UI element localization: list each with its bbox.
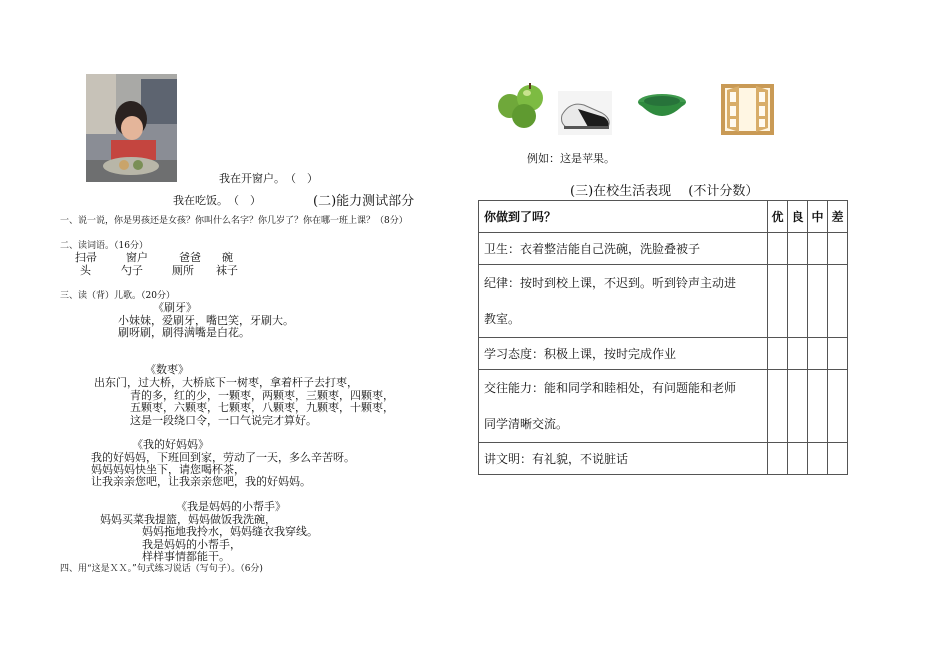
grade-cell[interactable] — [788, 370, 808, 443]
grade-cell[interactable] — [808, 370, 828, 443]
criterion-cell — [479, 233, 768, 265]
grade-cell[interactable] — [808, 443, 828, 475]
table-header-cell: 中 — [808, 201, 828, 233]
poem-line: 妈妈妈妈快坐下，请您喝杯茶， — [91, 463, 245, 476]
word: 勺子 — [121, 264, 143, 277]
poem-line: 我的好妈妈，下班回到家，劳动了一天，多么辛苦呀。 — [91, 451, 355, 464]
criterion-text: 讲文明：有礼貌，不说脏话 — [484, 452, 629, 466]
question-2: 二、读词语。（16分） — [60, 241, 148, 251]
poem-line: 五颗枣，六颗枣，七颗枣，八颗枣，九颗枣，十颗枣， — [130, 401, 394, 414]
grade-cell[interactable] — [788, 233, 808, 265]
grade-cell[interactable] — [808, 265, 828, 338]
grade-cell[interactable] — [768, 338, 788, 370]
grade-cell[interactable] — [828, 265, 848, 338]
grade-cell[interactable] — [768, 443, 788, 475]
child-eating-photo — [86, 74, 177, 182]
poem-line: 妈妈买菜我提篮，妈妈做饭我洗碗， — [100, 513, 276, 526]
word: 头 — [80, 264, 91, 277]
table-row — [479, 443, 848, 475]
poem-line: 样样事情都能干。 — [142, 550, 230, 563]
grade-cell[interactable] — [768, 370, 788, 443]
q-eat: 我在吃饭。 （ ） — [173, 194, 261, 207]
grade-cell[interactable] — [788, 443, 808, 475]
criterion-text: 交往能力：能和同学和睦相处，有问题能和老师 — [484, 381, 737, 395]
word: 窗户 — [126, 251, 148, 264]
apples-image — [494, 74, 549, 134]
grade-cell[interactable] — [788, 338, 808, 370]
question-3: 三、读（背）儿歌。（20分） — [60, 291, 175, 301]
grade-cell[interactable] — [768, 265, 788, 338]
word: 袜子 — [216, 264, 238, 277]
table-row — [479, 265, 848, 338]
table-header-cell: 差 — [828, 201, 848, 233]
poem-line: 小妹妹，爱刷牙，嘴巴笑，牙刷大。 — [118, 314, 294, 327]
poem-line: 青的多，红的少，一颗枣，两颗枣，三颗枣，四颗枣， — [130, 389, 394, 402]
table-header-cell: 优 — [768, 201, 788, 233]
grade-cell[interactable] — [828, 338, 848, 370]
criterion-text: 卫生：衣着整洁能自己洗碗，洗脸叠被子 — [484, 242, 701, 256]
bowl-image — [624, 78, 700, 136]
shoe-image — [558, 91, 612, 135]
table-row — [479, 233, 848, 265]
grade-cell[interactable] — [828, 233, 848, 265]
grade-cell[interactable] — [808, 338, 828, 370]
poem-title: 《我的好妈妈》 — [132, 438, 209, 451]
criterion-cell — [479, 443, 768, 475]
section3-title: (三)在校生活表现 (不计分数） — [570, 184, 759, 199]
table-header-cell: 良 — [788, 201, 808, 233]
word: 爸爸 — [179, 251, 201, 264]
poem-title: 《数枣》 — [145, 363, 189, 376]
table-header-row — [479, 201, 848, 233]
poem-line: 出东门，过大桥，大桥底下一树枣，拿着杆子去打枣， — [94, 376, 358, 389]
grade-cell[interactable] — [768, 233, 788, 265]
poem-title: 《我是妈妈的小帮手》 — [176, 500, 286, 513]
criterion-cell — [479, 370, 768, 443]
poem-line: 这是一段绕口令，一口气说完才算好。 — [130, 414, 317, 427]
criterion-cell — [479, 338, 768, 370]
grade-cell[interactable] — [808, 233, 828, 265]
example-sentence: 例如：这是苹果。 — [527, 152, 615, 165]
poem-title: 《刷牙》 — [153, 301, 197, 314]
poem-line: 让我亲亲您吧，让我亲亲您吧，我的好妈妈。 — [91, 475, 311, 488]
table-row — [479, 338, 848, 370]
poem-line: 妈妈拖地我拎水，妈妈缝衣我穿线。 — [142, 525, 318, 538]
table-row — [479, 370, 848, 443]
question-4: 四、用“这是ＸＸ。”句式练习说话（写句子）。（6分) — [60, 564, 263, 574]
criterion-text: 教室。 — [484, 312, 521, 326]
evaluation-table — [478, 200, 848, 475]
word: 扫帚 — [75, 251, 97, 264]
criterion-text: 同学清晰交流。 — [484, 417, 569, 431]
criterion-text: 学习态度：积极上课，按时完成作业 — [484, 347, 677, 361]
grade-cell[interactable] — [788, 265, 808, 338]
grade-cell[interactable] — [828, 443, 848, 475]
word: 碗 — [222, 251, 233, 264]
table-header-cell: 你做到了吗？ — [479, 201, 768, 233]
window-image — [719, 82, 776, 137]
criterion-text: 纪律：按时到校上课，不迟到。听到铃声主动进 — [484, 276, 737, 290]
criterion-cell — [479, 265, 768, 338]
word: 厕所 — [172, 264, 194, 277]
q-window: 我在开窗户。 （ ） — [219, 172, 318, 185]
grade-cell[interactable] — [828, 370, 848, 443]
poem-line: 我是妈妈的小帮手， — [142, 538, 241, 551]
question-1: 一、说一说，你是男孩还是女孩？你叫什么名字？你几岁了？你在哪一班上课？（8分） — [60, 216, 408, 226]
poem-line: 刷呀刷，刷得满嘴是白花。 — [118, 326, 250, 339]
section2-title: (二)能力测试部分 — [313, 194, 415, 209]
